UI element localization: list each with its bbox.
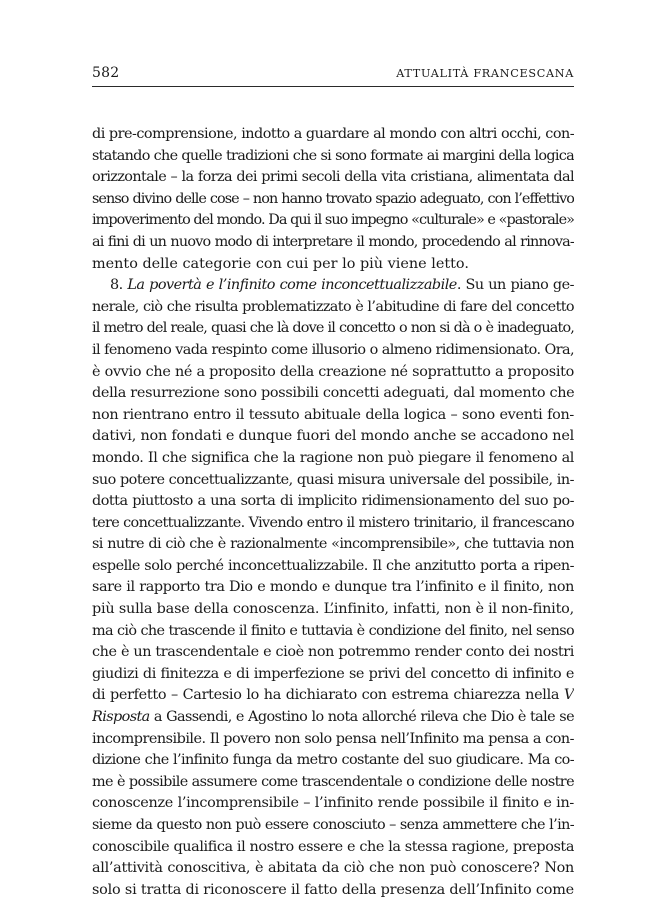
italic-fragment: Risposta [92, 709, 150, 726]
text-fragment: di perfetto – Cartesio lo ha dichiarato con estrema chiarezza nella [92, 687, 564, 704]
text-line: sare il rapporto tra Dio e mondo e dunque tra l’infinito e il finito, non [92, 579, 574, 596]
text-line: il metro del reale, quasi che là dove il concetto o non si dà o è inadeguato, [92, 320, 574, 337]
text-line: senso divino delle cose – non hanno trovato spazio adeguato, con l’effettivo [92, 190, 574, 207]
text-line: dotta piuttosto a una sorta di implicito ridimensionamento del suo po- [92, 493, 574, 510]
text-line: si nutre di ciò che è razionalmente «incomprensibile», che tuttavia non [92, 536, 574, 553]
text-line [92, 707, 574, 729]
text-line: mondo. Il che significa che la ragione non può piegare il fenomeno al [92, 449, 574, 466]
italic-fragment: V [563, 687, 574, 704]
running-header [92, 62, 574, 87]
text-line: conoscenze l’incomprensibile – l’infinito rende possibile il finito e in- [92, 795, 574, 812]
text-line: tere concettualizzante. Vivendo entro il mistero trinitario, il francescano [92, 514, 574, 531]
text-line: il fenomeno vada respinto come illusorio o almeno ridimensionato. Ora, [92, 341, 574, 358]
text-line: più sulla base della conoscenza. L’infinito, infatti, non è il non-finito, [92, 601, 574, 618]
text-line: sieme da questo non può essere conosciuto – senza ammettere che l’in- [92, 817, 574, 833]
text-fragment: . Su un piano ge- [456, 277, 574, 294]
text-line: della resurrezione sono possibili concetti adeguati, dal momento che [92, 385, 574, 402]
text-line: di pre-comprensione, indotto a guardare al mondo con altri occhi, con- [92, 126, 574, 142]
text-line: nerale, ciò che risulta problematizzato è l’abitudine di fare del concetto [92, 298, 574, 315]
section-title: La povertà e l’infinito come inconcettualizzabile [127, 277, 457, 294]
text-line [92, 685, 574, 707]
text-line: mento delle categorie con cui per lo più viene letto. [92, 255, 469, 272]
text-line: espelle solo perché inconcettualizzabile. Il che anzitutto porta a ripen- [92, 557, 574, 574]
text-line: è ovvio che né a proposito della creazione né soprattutto a proposito [92, 363, 574, 380]
text-line: conoscibile qualifica il nostro essere e che la stessa ragione, preposta [92, 838, 574, 855]
text-line: solo si tratta di riconoscere il fatto della presenza dell’Infinito come [92, 881, 574, 898]
body-text [92, 124, 574, 901]
text-line: incomprensibile. Il povero non solo pensa nell’Infinito ma pensa a con- [92, 730, 574, 747]
page-number: 582 [92, 65, 120, 81]
text-line: me è possibile assumere come trascendentale o condizione delle nostre [92, 773, 574, 790]
text-line: statando che quelle tradizioni che si sono formate ai margini della logica [92, 147, 574, 164]
text-line: ma ciò che trascende il finito e tuttavia è condizione del finito, nel senso [92, 622, 574, 639]
text-line: che è un trascendentale e cioè non potremmo render conto dei nostri [92, 644, 574, 661]
text-line: impoverimento del mondo. Da qui il suo impegno «culturale» e «pastorale» [92, 212, 574, 229]
text-fragment: a Gassendi, e Agostino lo nota allorché rileva che Dio è tale se [149, 709, 574, 726]
text-line: giudizi di finitezza e di imperfezione se privi del concetto di infinito e [92, 665, 574, 682]
section-heading-line [92, 275, 574, 297]
text-line: all’attività conoscitiva, è abitata da ciò che non può conoscere? Non [92, 860, 574, 877]
text-line: dizione che l’infinito funga da metro costante del suo giudicare. Ma co- [92, 752, 574, 769]
text-line: orizzontale – la forza dei primi secoli della vita cristiana, alimentata dal [92, 169, 574, 186]
text-line: ai fini di un nuovo modo di interpretare il mondo, procedendo al rinnova- [92, 233, 574, 250]
section-number: 8. [110, 277, 128, 294]
running-title: ATTUALITÀ FRANCESCANA [396, 67, 574, 80]
text-line: dativi, non fondati e dunque fuori del mondo anche se accadono nel [92, 428, 574, 445]
text-line: non rientrano entro il tessuto abituale della logica – sono eventi fon- [92, 406, 574, 423]
text-line: suo potere concettualizzante, quasi misura universale del possibile, in- [92, 471, 574, 488]
